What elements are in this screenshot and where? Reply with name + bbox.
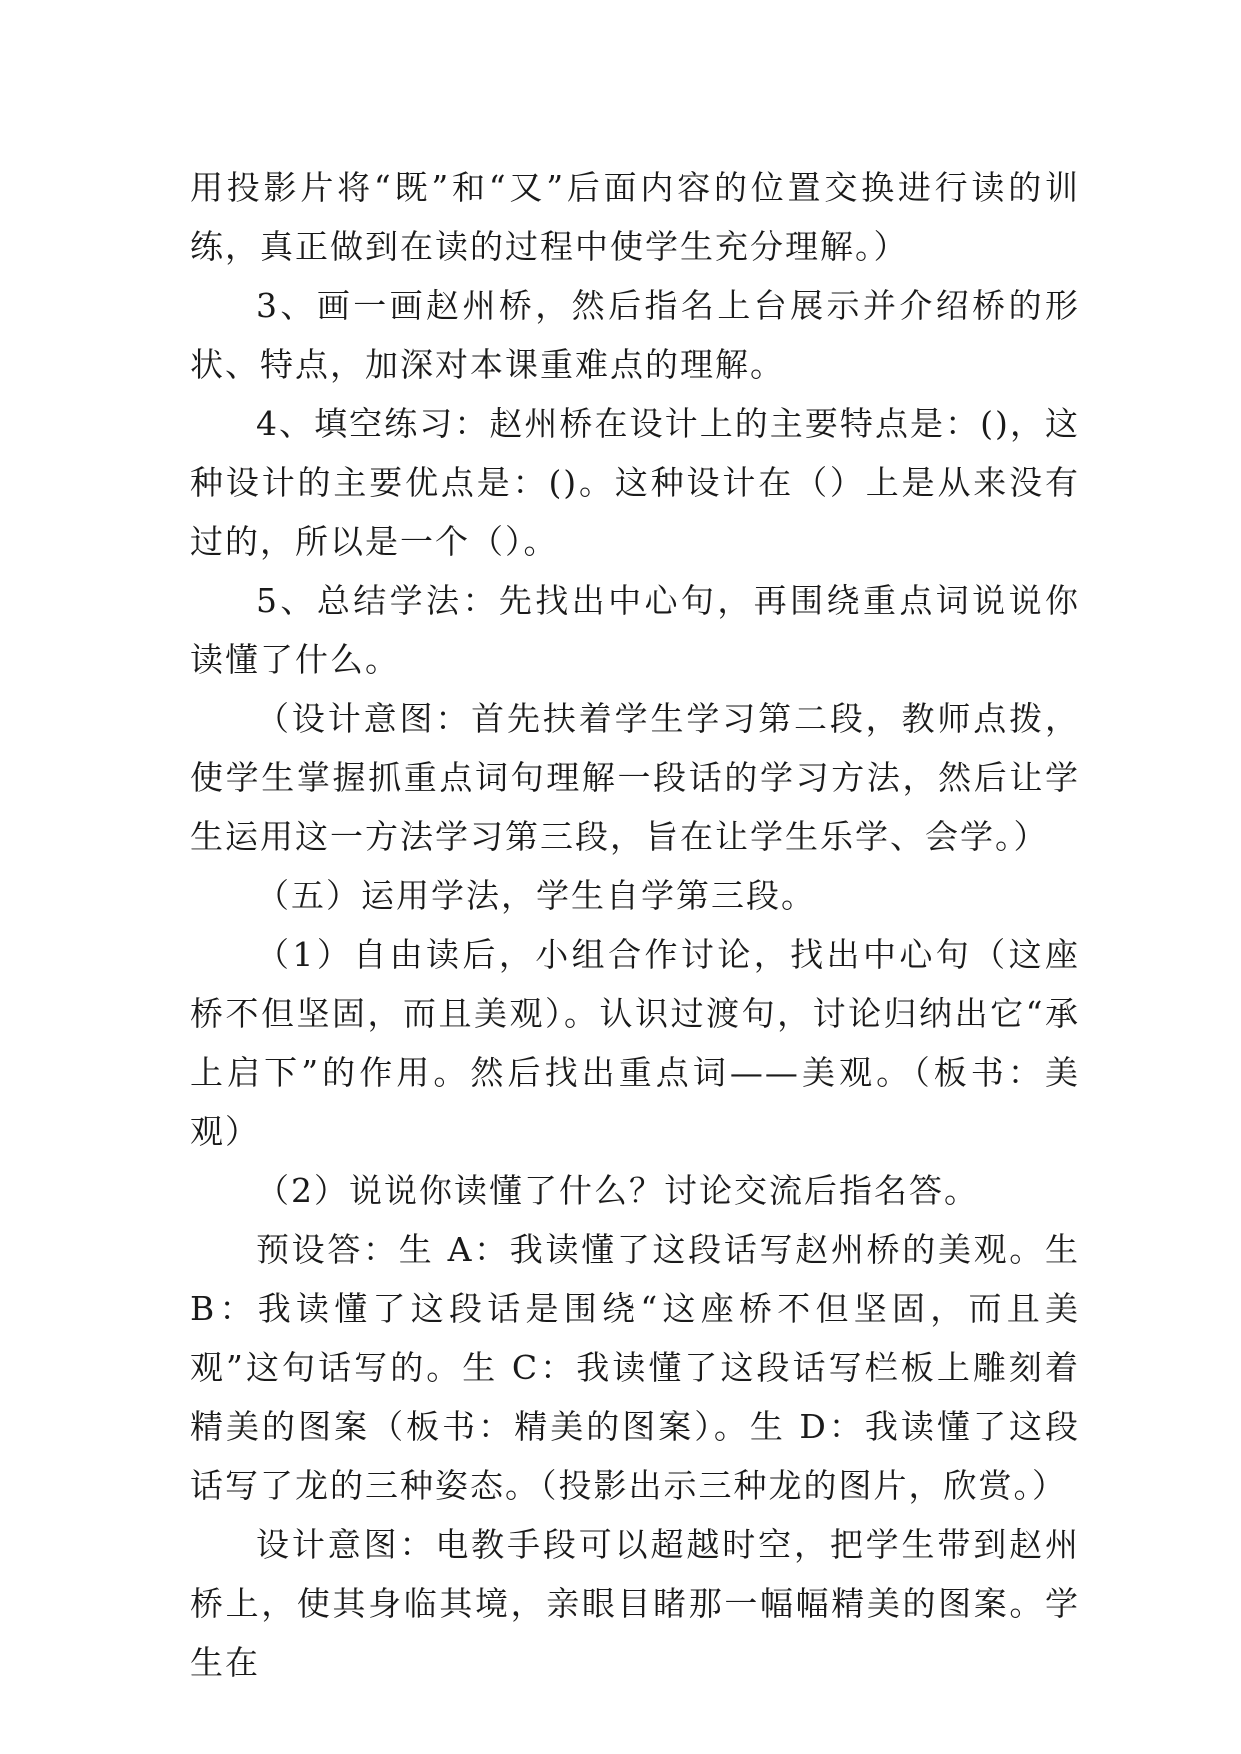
document-body [190,158,1080,1692]
paragraph-10: 设计意图：电教手段可以超越时空，把学生带到赵州桥上，使其身临其境，亲眼目睹那一幅幅精美的图案。学生在 [190,1525,1080,1682]
paragraph-3: 4、填空练习：赵州桥在设计上的主要特点是：()，这种设计的主要优点是：()。这种设计在（）上是从来没有过的，所以是一个（）。 [190,404,1080,561]
paragraph-4: 5、总结学法：先找出中心句，再围绕重点词说说你读懂了什么。 [190,581,1080,679]
paragraph-8: （2）说说你读懂了什么？讨论交流后指名答。 [256,1171,979,1210]
paragraph-9: 预设答：生 A：我读懂了这段话写赵州桥的美观。生 B：我读懂了这段话是围绕“这座桥不但坚固，而且美观”这句话写的。生 C：我读懂了这段话写栏板上雕刻着精美的图案（板书：精美的图案）。生 D：我读懂了这段话写了龙的三种姿态。（投影出示三种龙的图片，欣赏。） [190,1230,1080,1505]
paragraph-6: （五）运用学法，学生自学第三段。 [256,876,816,915]
paragraph-2: 3、画一画赵州桥，然后指名上台展示并介绍桥的形状、特点，加深对本课重难点的理解。 [190,286,1080,384]
paragraph-7: （1）自由读后，小组合作讨论，找出中心句（这座桥不但坚固，而且美观）。认识过渡句，讨论归纳出它“承上启下”的作用。然后找出重点词——美观。（板书：美观） [190,935,1080,1151]
paragraph-5: （设计意图：首先扶着学生学习第二段，教师点拨，使学生掌握抓重点词句理解一段话的学习方法，然后让学生运用这一方法学习第三段，旨在让学生乐学、会学。） [190,699,1080,856]
paragraph-1: 用投影片将“既”和“又”后面内容的位置交换进行读的训练，真正做到在读的过程中使学生充分理解。） [190,168,1080,266]
